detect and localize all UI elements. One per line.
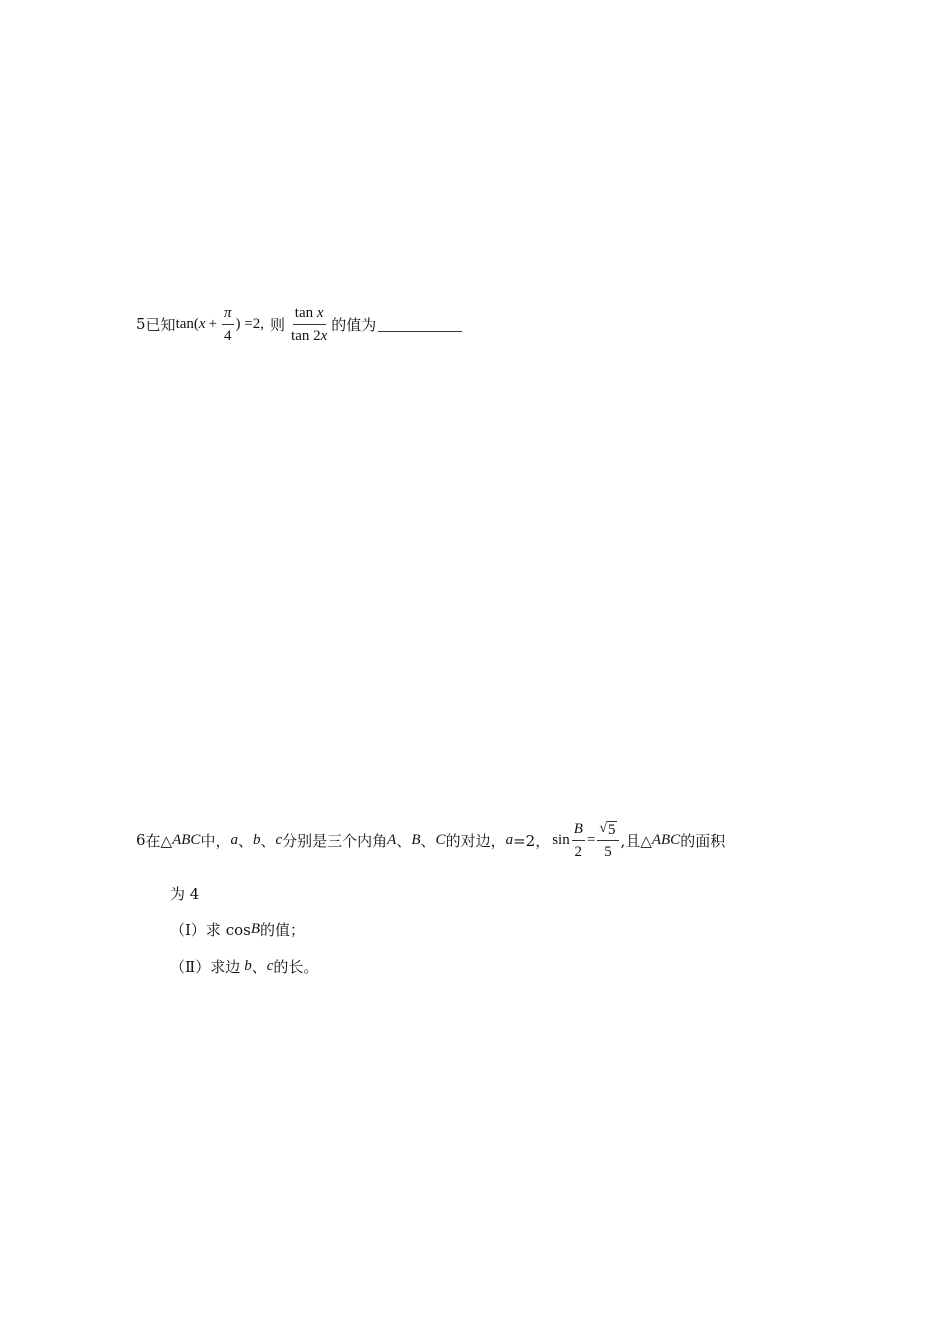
part-2-label: （Ⅱ）求边 (170, 957, 241, 976)
q6-text-2: 中， (200, 831, 231, 850)
q5-frac-denominator (289, 325, 329, 345)
q6-var-c: c (275, 831, 283, 848)
q5-plus: + (208, 315, 218, 332)
q5-tail: 的值为 (331, 315, 377, 334)
q6-sin: sin (552, 831, 570, 848)
q5-close-eq: ) =2, (235, 315, 265, 332)
part-2-var-b: b (244, 957, 252, 974)
q6-text-4: 的对边， (445, 831, 506, 850)
q5-tan-open: tan( (175, 315, 199, 332)
q5-fraction-pi-over-4 (222, 304, 234, 345)
q5-frac-den-var: x (320, 327, 328, 344)
q6-sep: 、 (420, 831, 436, 850)
q6-text-7: 的面积 (680, 831, 726, 850)
q6-sep: 、 (237, 831, 253, 850)
q6-text-6: ,且△ (620, 831, 652, 850)
part-1-label: （Ⅰ）求 cos (170, 920, 251, 939)
q6-text-5: =2， (513, 831, 551, 850)
q5-frac-num-var: x (316, 304, 324, 321)
q6-den-5: 5 (604, 844, 612, 860)
part-1-tail: 的值； (260, 920, 306, 939)
q6-frac-2: 2 (574, 843, 583, 860)
q6-angle-c: C (435, 831, 446, 848)
q6-part-2 (170, 955, 318, 977)
q5-fraction-tan (289, 304, 329, 345)
q6-equals: = (586, 831, 596, 848)
q5-four: 4 (224, 327, 232, 344)
q6-var-b: b (252, 831, 261, 848)
question-5 (136, 302, 462, 346)
question-number: 5 (136, 315, 146, 333)
answer-blank (378, 317, 462, 332)
q6-area-value: 为 4 (170, 884, 200, 903)
q6-angle-b: B (411, 831, 421, 848)
q6-var-a: a (230, 831, 238, 848)
q6-sqrt5 (597, 819, 618, 841)
part-2-sep: 、 (251, 957, 267, 976)
q6-sep: 、 (260, 831, 276, 850)
q5-then: 则 (270, 315, 286, 334)
q5-frac-num-text: tan (294, 304, 314, 321)
q6-abc: ABC (172, 831, 201, 848)
part-2-tail: 的长。 (273, 957, 319, 976)
part-1-var: B (250, 920, 260, 937)
q5-frac-numerator (293, 304, 326, 325)
q6-line-2 (170, 882, 199, 904)
q6-fraction-sqrt5-over-5 (597, 819, 618, 861)
q6-sep: 、 (396, 831, 412, 850)
q5-lead: 已知 (145, 315, 176, 334)
q5-var-x: x (198, 315, 206, 332)
q6-angle-a: A (387, 831, 397, 848)
q5-pi: π (222, 304, 234, 325)
question-6 (136, 816, 725, 864)
q5-frac-den-text: tan 2 (291, 327, 321, 344)
q6-abc2: ABC (651, 831, 681, 848)
q6-text-3: 分别是三个内角 (282, 831, 388, 850)
q6-text-1: 在△ (145, 831, 173, 850)
q6-part-1 (170, 918, 305, 940)
sqrt-icon: √ (599, 821, 608, 836)
q6-frac-b: B (572, 820, 585, 841)
question-number: 6 (136, 831, 146, 849)
q6-fraction-b-over-2 (572, 820, 585, 861)
q6-var-a2: a (505, 831, 514, 848)
q6-radicand: 5 (608, 822, 616, 838)
part-2-var-c: c (266, 957, 274, 974)
